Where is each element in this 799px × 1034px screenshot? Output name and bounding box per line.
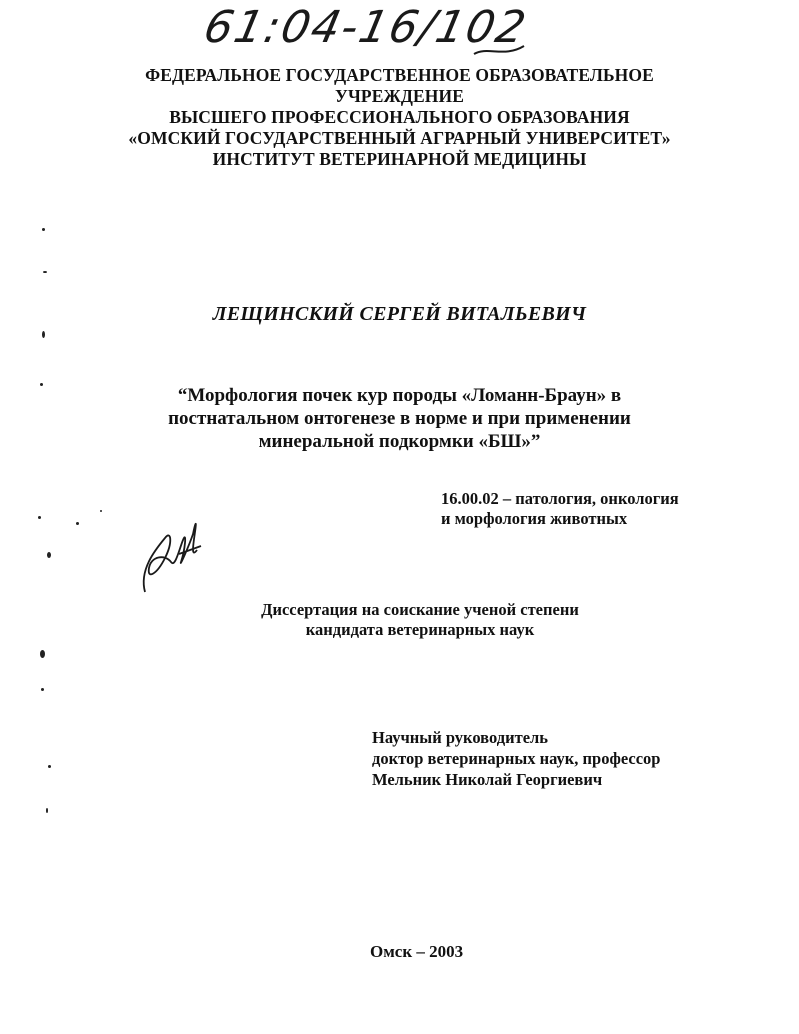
institution-line: ВЫСШЕГО ПРОФЕССИОНАЛЬНОГО ОБРАЗОВАНИЯ <box>169 107 630 127</box>
supervisor-line: Научный руководитель <box>372 728 548 747</box>
supervisor-block <box>372 727 660 790</box>
scan-speck <box>47 552 51 558</box>
specialty-line: 16.00.02 – патология, онкология <box>441 489 679 508</box>
scan-speck <box>100 510 102 512</box>
scan-speck <box>43 271 47 273</box>
degree-line: кандидата ветеринарных наук <box>305 620 535 639</box>
title-line: минеральной подкормки «БШ»” <box>258 431 541 452</box>
scan-speck <box>42 331 45 338</box>
scan-speck <box>41 688 44 691</box>
author-name: ЛЕЩИНСКИЙ СЕРГЕЙ ВИТАЛЬЕВИЧ <box>212 303 587 325</box>
institution-line: ФЕДЕРАЛЬНОЕ ГОСУДАРСТВЕННОЕ ОБРАЗОВАТЕЛЬНОЕ <box>145 65 654 85</box>
institution-line: ИНСТИТУТ ВЕТЕРИНАРНОЙ МЕДИЦИНЫ <box>212 149 587 169</box>
scan-speck <box>42 228 45 231</box>
scan-speck <box>46 808 48 813</box>
scan-speck <box>48 765 51 768</box>
dissertation-degree <box>0 600 799 640</box>
scan-speck <box>38 516 41 519</box>
archive-code-underline <box>470 40 530 60</box>
dissertation-title <box>0 384 799 453</box>
scan-speck <box>76 522 79 525</box>
supervisor-line: Мельник Николай Георгиевич <box>372 770 603 789</box>
degree-line: Диссертация на соискание ученой степени <box>261 600 579 619</box>
specialty-code <box>441 489 679 529</box>
supervisor-line: доктор ветеринарных наук, профессор <box>372 749 661 768</box>
scan-speck <box>40 650 45 658</box>
institution-line: УЧРЕЖДЕНИЕ <box>335 86 464 106</box>
scan-speck <box>40 383 43 386</box>
title-line: постнатальном онтогенезе в норме и при применении <box>168 408 631 429</box>
place-year: Омск – 2003 <box>370 942 464 961</box>
specialty-line: и морфология животных <box>441 509 628 528</box>
signature <box>135 510 210 595</box>
title-line: “Морфология почек кур породы «Ломанн-Браун» в <box>177 385 622 406</box>
institution-line: «ОМСКИЙ ГОСУДАРСТВЕННЫЙ АГРАРНЫЙ УНИВЕРСИТЕТ» <box>128 128 671 148</box>
archive-code-handwritten: 61:04-16/102 <box>199 2 532 53</box>
institution-header <box>0 65 799 170</box>
